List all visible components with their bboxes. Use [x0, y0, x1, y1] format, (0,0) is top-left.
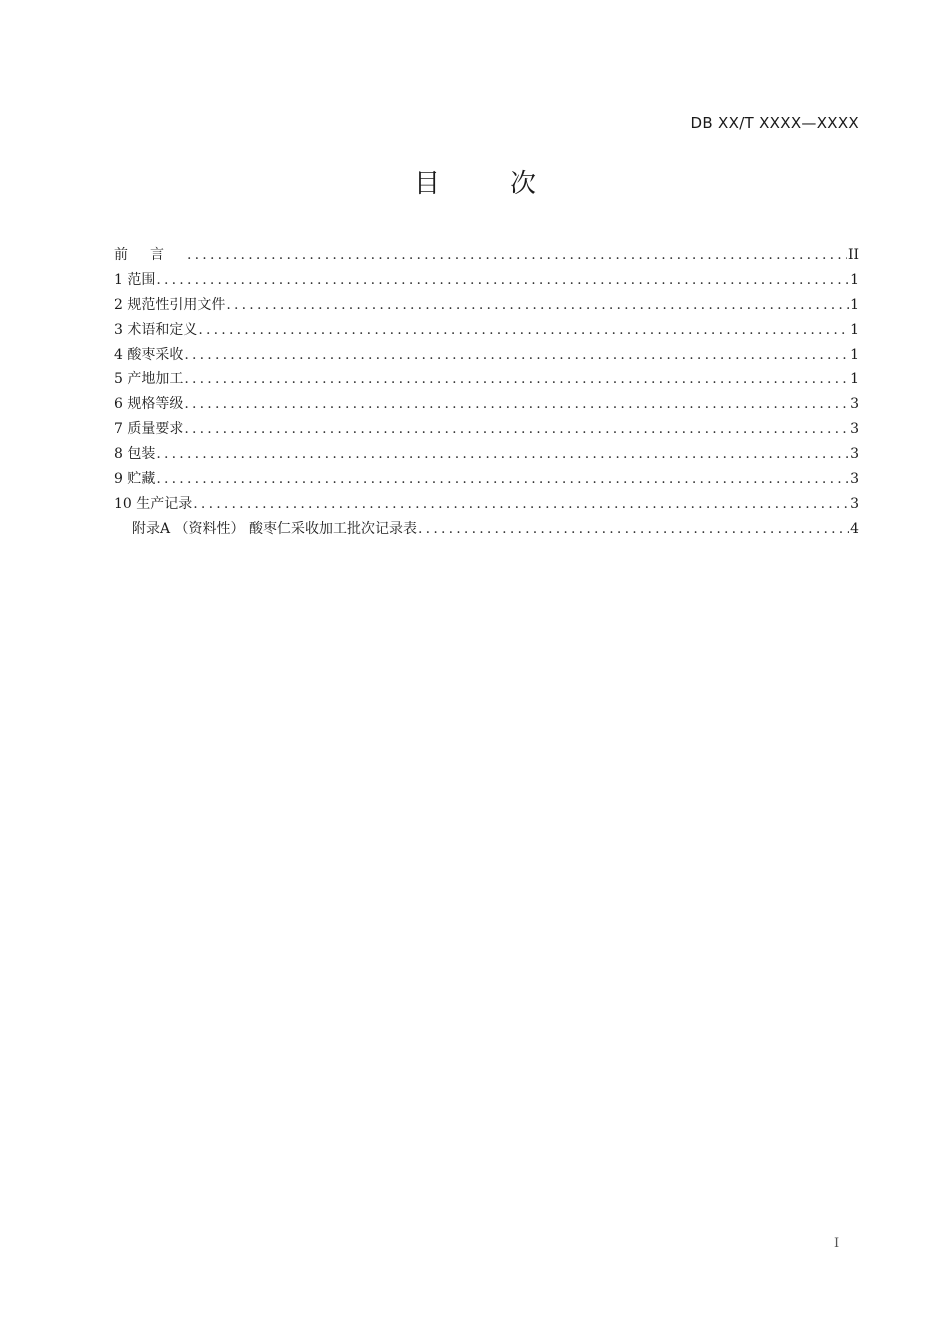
toc-item-page: 1 — [850, 296, 859, 313]
toc-item-label: 附录A （资料性） 酸枣仁采收加工批次记录表 — [132, 520, 418, 537]
toc-item-label: 7 质量要求 — [114, 421, 184, 438]
toc-item-page: 1 — [850, 271, 859, 288]
dot-leader — [418, 517, 849, 542]
toc-item-appendix-a[interactable] — [114, 517, 859, 542]
toc-item-page: 1 — [850, 346, 859, 363]
dot-leader — [226, 293, 849, 318]
toc-item-preface[interactable] — [114, 243, 859, 268]
toc-item-scope[interactable] — [114, 268, 859, 293]
toc-item-page: 3 — [850, 421, 859, 438]
toc-item-label: 8 包装 — [114, 446, 156, 463]
dot-leader — [156, 268, 849, 293]
toc-item-label: 5 产地加工 — [114, 371, 184, 388]
toc-item-page: 3 — [850, 471, 859, 488]
toc-item-label: 1 范围 — [114, 271, 156, 288]
dot-leader — [187, 243, 847, 268]
dot-leader — [198, 318, 849, 343]
page-number: I — [834, 1236, 840, 1251]
toc-item-label: 2 规范性引用文件 — [114, 296, 226, 313]
page-title: 目 次 — [413, 169, 558, 199]
toc-item-page: 4 — [850, 520, 859, 537]
dot-leader — [156, 467, 849, 492]
dot-leader — [184, 367, 849, 392]
toc-item-label: 10 生产记录 — [114, 495, 193, 512]
dot-leader — [184, 417, 849, 442]
toc-item-label: 9 贮藏 — [114, 471, 156, 488]
toc-item-label: 前言 — [114, 247, 186, 263]
dot-leader — [184, 392, 849, 417]
toc-item-page: 3 — [850, 495, 859, 512]
toc-item-records[interactable] — [114, 492, 859, 517]
toc-item-label: 3 术语和定义 — [114, 321, 198, 338]
toc-item-label: 4 酸枣采收 — [114, 346, 184, 363]
toc-item-page: 3 — [850, 396, 859, 413]
toc-item-page: II — [847, 247, 859, 263]
toc-item-page: 3 — [850, 446, 859, 463]
toc-item-page: 1 — [850, 371, 859, 388]
table-of-contents — [114, 243, 859, 542]
toc-item-grades[interactable] — [114, 392, 859, 417]
standard-code: DB XX/T XXXX—XXXX — [690, 114, 859, 132]
dot-leader — [184, 343, 849, 368]
toc-item-normative-references[interactable] — [114, 293, 859, 318]
toc-item-processing[interactable] — [114, 367, 859, 392]
dot-leader — [193, 492, 849, 517]
dot-leader — [156, 442, 849, 467]
toc-item-terms-definitions[interactable] — [114, 318, 859, 343]
toc-item-storage[interactable] — [114, 467, 859, 492]
toc-item-page: 1 — [850, 321, 859, 338]
toc-item-label: 6 规格等级 — [114, 396, 184, 413]
toc-item-packaging[interactable] — [114, 442, 859, 467]
toc-item-quality[interactable] — [114, 417, 859, 442]
toc-item-harvesting[interactable] — [114, 343, 859, 368]
